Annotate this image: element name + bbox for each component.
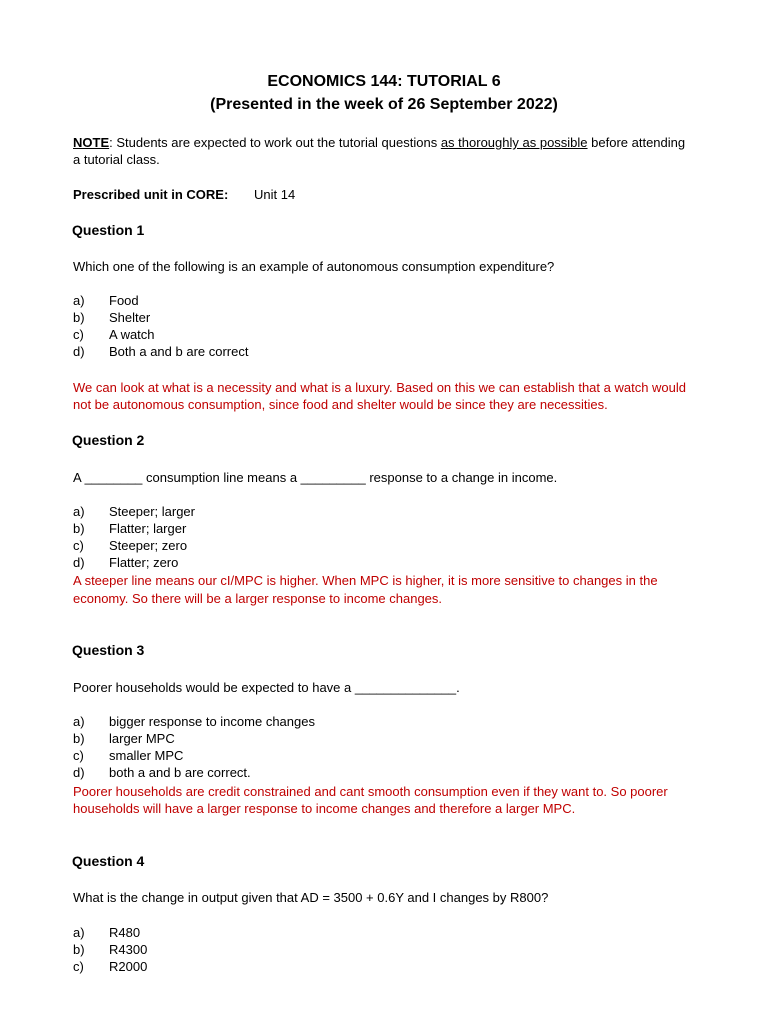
- option-text: Shelter: [109, 310, 151, 325]
- question-3-prompt: Poorer households would be expected to have a ______________.: [73, 680, 460, 695]
- option-label: d): [73, 344, 85, 359]
- question-2-options: [0, 504, 768, 572]
- option-text: A watch: [109, 327, 155, 342]
- option-label: b): [73, 310, 85, 325]
- option-text: both a and b are correct.: [109, 765, 251, 780]
- option-label: c): [73, 748, 84, 763]
- option-text: Steeper; zero: [109, 538, 188, 553]
- question-3-heading: Question 3: [72, 642, 145, 658]
- option-text: Steeper; larger: [109, 504, 195, 519]
- question-3-answer-line-2: households will have a larger response to income changes and therefore a larger MPC.: [73, 801, 576, 816]
- option-label: a): [73, 504, 85, 519]
- question-4-prompt: What is the change in output given that AD = 3500 + 0.6Y and I changes by R800?: [73, 890, 549, 905]
- option-label: b): [73, 942, 85, 957]
- note-emphasis: as thoroughly as possible: [440, 135, 588, 150]
- option-text: bigger response to income changes: [109, 714, 315, 729]
- option-label: d): [73, 555, 85, 570]
- option-label: b): [73, 731, 85, 746]
- option-text: R2000: [109, 959, 148, 974]
- option-text: R480: [109, 925, 141, 940]
- option-label: a): [73, 293, 85, 308]
- question-2-answer-line-1: A steeper line means our cI/MPC is higher. When MPC is higher, it is more sensitive to changes in the: [73, 573, 658, 588]
- prescribed-value: Unit 14: [254, 187, 296, 202]
- note-label: NOTE: [73, 135, 110, 150]
- option-label: b): [73, 521, 85, 536]
- note-text-after: before attending: [587, 135, 686, 150]
- option-text: larger MPC: [109, 731, 175, 746]
- prescribed-label: Prescribed unit in CORE:: [73, 187, 229, 202]
- option-label: c): [73, 327, 84, 342]
- question-2-prompt: A ________ consumption line means a _________ response to a change in income.: [73, 470, 558, 485]
- option-label: a): [73, 925, 85, 940]
- option-text: Flatter; larger: [109, 521, 187, 536]
- option-text: Flatter; zero: [109, 555, 179, 570]
- note-text-before: : Students are expected to work out the tutorial questions: [109, 135, 441, 150]
- option-text: smaller MPC: [109, 748, 184, 763]
- note-line: [73, 134, 685, 151]
- question-2-heading: Question 2: [72, 432, 145, 448]
- option-text: Both a and b are correct: [109, 344, 249, 359]
- option-text: R4300: [109, 942, 148, 957]
- document-title: ECONOMICS 144: TUTORIAL 6: [267, 73, 501, 90]
- option-label: d): [73, 765, 85, 780]
- option-label: a): [73, 714, 85, 729]
- question-1-options: [0, 293, 768, 361]
- question-4-options: [0, 925, 768, 977]
- question-3-options: [0, 714, 768, 782]
- question-1-answer-line-2: not be autonomous consumption, since food and shelter would be since they are necessities.: [73, 397, 608, 412]
- document-subtitle: (Presented in the week of 26 September 2022): [210, 96, 558, 113]
- question-1-answer-line-1: We can look at what is a necessity and what is a luxury. Based on this we can establish that a watch would: [73, 380, 687, 395]
- question-1-heading: Question 1: [72, 222, 145, 238]
- option-label: c): [73, 959, 84, 974]
- question-2-answer-line-2: economy. So there will be a larger response to income changes.: [73, 591, 443, 606]
- question-4-heading: Question 4: [72, 853, 145, 869]
- note-line-2: a tutorial class.: [73, 152, 160, 167]
- option-text: Food: [109, 293, 139, 308]
- question-3-answer-line-1: Poorer households are credit constrained and cant smooth consumption even if they want to. So poorer: [73, 784, 668, 799]
- question-1-prompt: Which one of the following is an example of autonomous consumption expenditure?: [73, 259, 555, 274]
- option-label: c): [73, 538, 84, 553]
